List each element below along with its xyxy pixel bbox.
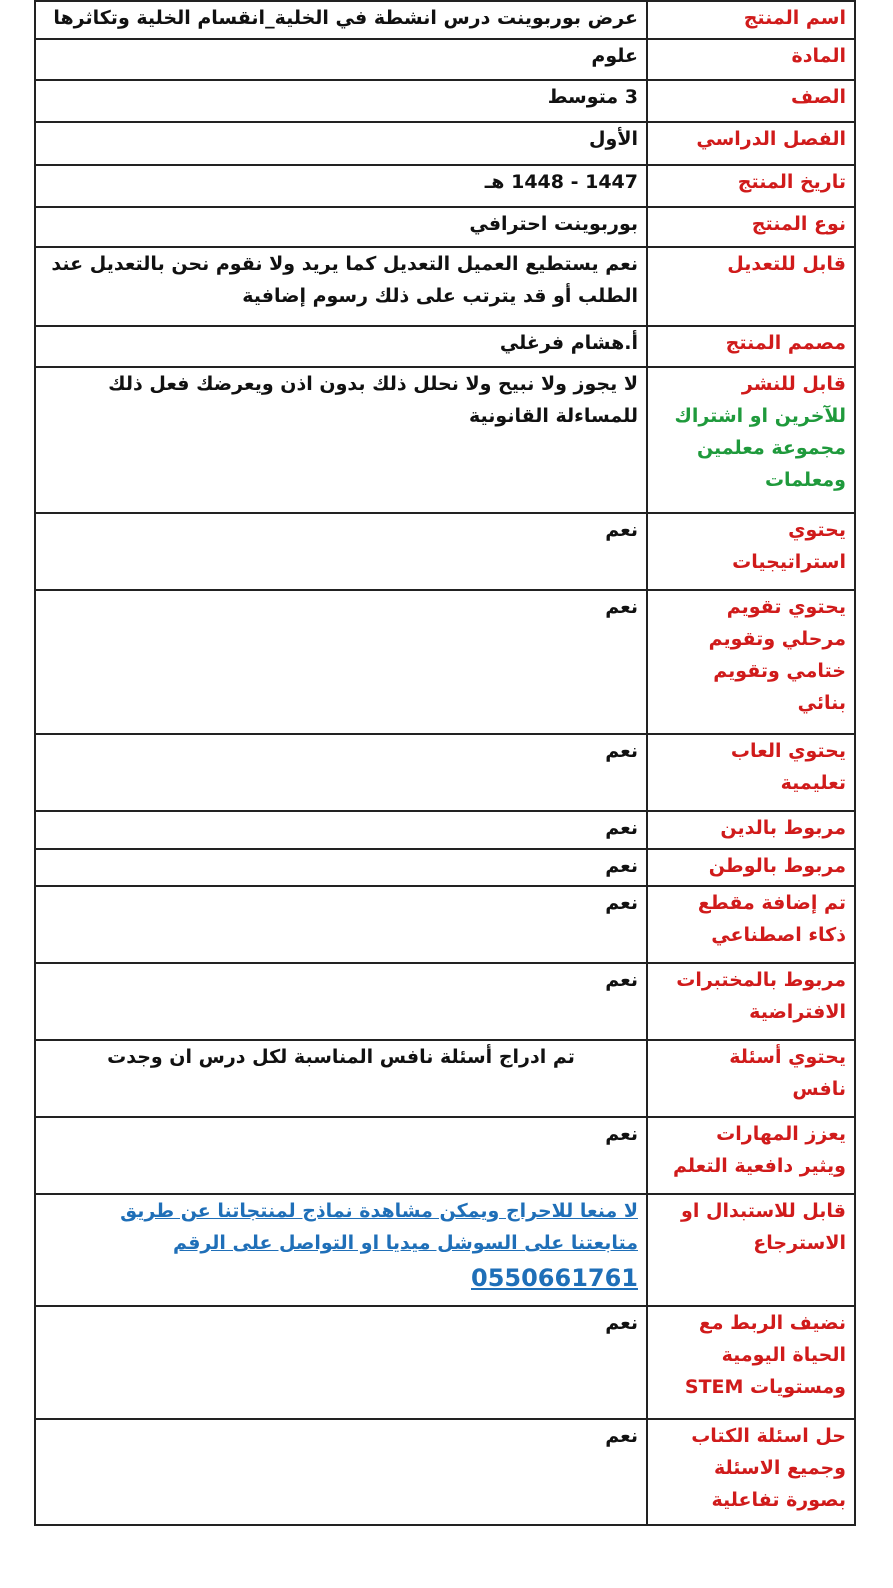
label-games	[647, 734, 855, 811]
row-nafs-questions	[35, 1040, 855, 1117]
label-homeland: مربوط بالوطن	[647, 849, 855, 886]
label-assessment-4: بنائي	[797, 692, 846, 714]
value-homeland: نعم	[35, 849, 647, 886]
label-grade: الصف	[647, 80, 855, 122]
label-daily-life-3: ومستويات STEM	[684, 1376, 846, 1398]
label-publishable-green-2: مجموعة معلمين	[696, 437, 846, 459]
label-ai-clip-1: تم إضافة مقطع	[697, 892, 846, 914]
refund-text-link-1[interactable]: لا منعا للاحراج ويمكن مشاهدة نماذج لمنتجاتنا عن طريق	[120, 1200, 638, 1222]
row-product-date	[35, 165, 855, 207]
phone-number-link[interactable]: 0550661761	[471, 1264, 638, 1292]
row-refund	[35, 1194, 855, 1306]
label-skills-1: يعزز المهارات	[716, 1123, 846, 1145]
label-strategies	[647, 513, 855, 590]
refund-text-link-2[interactable]: متابعتنا على السوشل ميديا او التواصل على الرقم	[173, 1232, 638, 1254]
row-product-name	[35, 1, 855, 39]
value-editable-line1: نعم يستطيع العميل التعديل كما يريد ولا نقوم نحن بالتعديل عند	[51, 253, 638, 275]
label-ai-clip-2: ذكاء اصطناعي	[711, 924, 846, 946]
value-subject: علوم	[35, 39, 647, 80]
value-book-questions: نعم	[35, 1419, 647, 1525]
value-daily-life: نعم	[35, 1306, 647, 1419]
row-daily-life	[35, 1306, 855, 1419]
label-nafs-questions-2: نافس	[792, 1078, 846, 1100]
label-nafs-questions	[647, 1040, 855, 1117]
value-editable	[35, 247, 647, 326]
row-publishable	[35, 367, 855, 513]
label-product-type: نوع المنتج	[647, 207, 855, 247]
value-designer: أ.هشام فرغلي	[35, 326, 647, 367]
row-designer	[35, 326, 855, 367]
value-product-type: بوربوينت احترافي	[35, 207, 647, 247]
label-book-questions-2: وجميع الاسئلة	[714, 1457, 846, 1479]
label-virtual-labs-1: مربوط بالمختبرات	[676, 969, 846, 991]
value-grade: 3 متوسط	[35, 80, 647, 122]
row-assessment	[35, 590, 855, 734]
row-skills	[35, 1117, 855, 1194]
label-virtual-labs-2: الافتراضية	[749, 1001, 846, 1023]
row-strategies	[35, 513, 855, 590]
label-daily-life	[647, 1306, 855, 1419]
label-assessment-2: مرحلي وتقويم	[708, 628, 846, 650]
row-virtual-labs	[35, 963, 855, 1040]
label-strategies-2: استراتيجيات	[732, 551, 846, 573]
value-publishable	[35, 367, 647, 513]
label-book-questions	[647, 1419, 855, 1525]
value-skills: نعم	[35, 1117, 647, 1194]
row-religion	[35, 811, 855, 849]
label-subject: المادة	[647, 39, 855, 80]
label-assessment-1: يحتوي تقويم	[726, 596, 846, 618]
row-grade	[35, 80, 855, 122]
label-games-1: يحتوي العاب	[730, 740, 846, 762]
label-skills	[647, 1117, 855, 1194]
row-homeland	[35, 849, 855, 886]
row-book-questions	[35, 1419, 855, 1525]
value-publishable-line2: للمساءلة القانونية	[469, 405, 638, 427]
value-religion: نعم	[35, 811, 647, 849]
label-semester: الفصل الدراسي	[647, 122, 855, 165]
value-strategies: نعم	[35, 513, 647, 590]
label-publishable-green-1: للآخرين او اشتراك	[674, 405, 846, 427]
product-spec-table	[34, 0, 856, 1526]
label-publishable-red: قابل للنشر	[741, 373, 846, 395]
label-refund	[647, 1194, 855, 1306]
value-ai-clip: نعم	[35, 886, 647, 963]
label-skills-2: ويثير دافعية التعلم	[673, 1155, 846, 1177]
row-ai-clip	[35, 886, 855, 963]
value-assessment: نعم	[35, 590, 647, 734]
label-assessment	[647, 590, 855, 734]
label-daily-life-1: نضيف الربط مع	[698, 1312, 846, 1334]
label-product-date: تاريخ المنتج	[647, 165, 855, 207]
value-product-date: 1447 - 1448 هـ	[35, 165, 647, 207]
label-refund-2: الاسترجاع	[753, 1232, 846, 1254]
label-nafs-questions-1: يحتوي أسئلة	[729, 1046, 846, 1068]
label-religion: مربوط بالدين	[647, 811, 855, 849]
row-semester	[35, 122, 855, 165]
row-subject	[35, 39, 855, 80]
value-product-name: عرض بوربوينت درس انشطة في الخلية_انقسام الخلية وتكاثرها	[35, 1, 647, 39]
label-publishable	[647, 367, 855, 513]
value-virtual-labs: نعم	[35, 963, 647, 1040]
label-strategies-1: يحتوي	[788, 519, 846, 541]
label-editable: قابل للتعديل	[647, 247, 855, 326]
row-product-type	[35, 207, 855, 247]
value-refund	[35, 1194, 647, 1306]
label-refund-1: قابل للاستبدال او	[681, 1200, 846, 1222]
row-editable	[35, 247, 855, 326]
label-designer: مصمم المنتج	[647, 326, 855, 367]
label-ai-clip	[647, 886, 855, 963]
label-games-2: تعليمية	[780, 772, 846, 794]
label-daily-life-2: الحياة اليومية	[721, 1344, 846, 1366]
label-publishable-green-3: ومعلمات	[764, 469, 846, 491]
value-nafs-questions: تم ادراج أسئلة نافس المناسبة لكل درس ان وجدت	[35, 1040, 647, 1117]
label-book-questions-1: حل اسئلة الكتاب	[691, 1425, 846, 1447]
label-virtual-labs	[647, 963, 855, 1040]
label-assessment-3: ختامي وتقويم	[713, 660, 846, 682]
label-product-name: اسم المنتج	[647, 1, 855, 39]
value-publishable-line1: لا يجوز ولا نبيح ولا نحلل ذلك بدون اذن ويعرضك فعل ذلك	[108, 373, 638, 395]
value-editable-line2: الطلب أو قد يترتب على ذلك رسوم إضافية	[242, 285, 638, 307]
value-semester: الأول	[35, 122, 647, 165]
row-games	[35, 734, 855, 811]
label-book-questions-3: بصورة تفاعلية	[711, 1489, 846, 1511]
value-games: نعم	[35, 734, 647, 811]
